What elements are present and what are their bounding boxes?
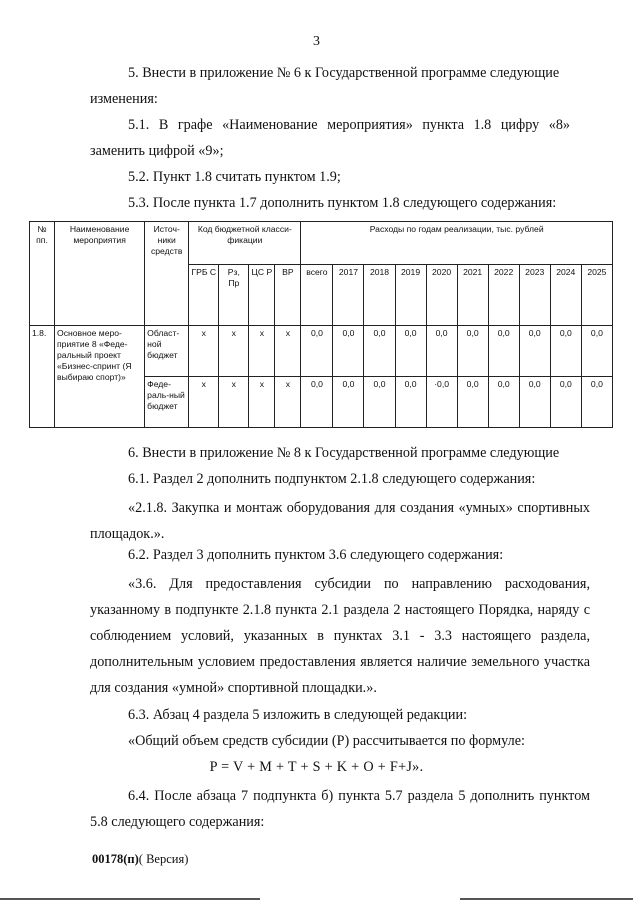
paragraph-5-line1: 5. Внести в приложение № 6 к Государственной программе следующие: [128, 65, 560, 81]
table-row: [30, 326, 613, 377]
header-year: 2024: [550, 265, 581, 326]
header-year: 2017: [333, 265, 364, 326]
code-cell: x: [189, 377, 219, 428]
page-number: 3: [313, 34, 320, 49]
paragraph-formula-intro: «Общий объем средств субсидии (Р) рассчитывается по формуле:: [128, 733, 525, 749]
value-cell: 0,0: [581, 326, 612, 377]
value-cell: 0,0: [457, 326, 488, 377]
header-rzpr: Рз, Пр: [219, 265, 249, 326]
header-csr: ЦС Р: [249, 265, 275, 326]
header-grbs: ГРБ С: [189, 265, 219, 326]
value-cell: 0,0: [301, 377, 333, 428]
paragraph-6-4: 6.4. После абзаца 7 подпункта б) пункта 5.7 раздела 5 дополнить пунктом 5.8 следующего содержания:: [90, 788, 590, 830]
value-cell: 0,0: [488, 377, 519, 428]
footer-code: 00178(п): [92, 852, 139, 866]
header-name: Наименование мероприятия: [55, 222, 145, 326]
value-cell: 0,0: [395, 326, 426, 377]
row-source: Област-ной бюджет: [145, 326, 189, 377]
paragraph-5-3: 5.3. После пункта 1.7 дополнить пунктом 1.8 следующего содержания:: [128, 195, 557, 211]
scan-edge-left: [0, 898, 260, 900]
value-cell: 0,0: [519, 326, 550, 377]
header-number: № пп.: [30, 222, 55, 326]
value-cell: 0,0: [333, 326, 364, 377]
paragraph-6: 6. Внести в приложение № 8 к Государственной программе следующие: [128, 445, 560, 461]
code-cell: x: [275, 377, 301, 428]
paragraph-5-line2: изменения:: [90, 91, 158, 107]
value-cell: 0,0: [301, 326, 333, 377]
code-cell: x: [275, 326, 301, 377]
table-header-row: [30, 222, 613, 265]
subsidy-formula: P = V + M + T + S + K + O + F+J».: [209, 759, 424, 775]
value-cell: 0,0: [364, 326, 395, 377]
paragraph-6-3: 6.3. Абзац 4 раздела 5 изложить в следующей редакции:: [128, 707, 468, 723]
footer-version: ( Версия): [138, 852, 189, 866]
value-cell: 0,0: [581, 377, 612, 428]
code-cell: x: [249, 326, 275, 377]
code-cell: x: [189, 326, 219, 377]
paragraph-5-2: 5.2. Пункт 1.8 считать пунктом 1.9;: [128, 169, 341, 185]
document-footer: [92, 852, 188, 867]
header-year: 2022: [488, 265, 519, 326]
header-budget-code: Код бюджетной класси-фикации: [189, 222, 301, 265]
code-cell: x: [219, 377, 249, 428]
header-vr: ВР: [275, 265, 301, 326]
row-measure-name: Основное меро-приятие 8 «Феде-ральный проект «Бизнес-спринт (Я выбираю спорт)»: [55, 326, 145, 428]
value-cell: 0,0: [550, 326, 581, 377]
paragraph-5-1-line1: 5.1. В графе «Наименование мероприятия» пункта 1.8 цифру «8»: [128, 117, 571, 133]
value-cell: 0,0: [488, 326, 519, 377]
budget-table: [29, 221, 613, 428]
header-source: Источ-ники средств: [145, 222, 189, 326]
scan-edge-right: [460, 898, 633, 900]
value-cell: 0,0: [550, 377, 581, 428]
paragraph-6-2: 6.2. Раздел 3 дополнить пунктом 3.6 следующего содержания:: [128, 547, 504, 563]
value-cell: 0,0: [519, 377, 550, 428]
header-year: 2023: [519, 265, 550, 326]
row-number: 1.8.: [30, 326, 55, 428]
paragraph-5-1-line2: заменить цифрой «9»;: [90, 143, 224, 159]
header-year: 2018: [364, 265, 395, 326]
header-year: 2019: [395, 265, 426, 326]
value-cell: 0,0: [395, 377, 426, 428]
value-cell: 0,0: [426, 326, 457, 377]
header-total: всего: [301, 265, 333, 326]
paragraph-2-1-8: «2.1.8. Закупка и монтаж оборудования для создания «умных» спортивных площадок.».: [90, 500, 590, 542]
header-year: 2020: [426, 265, 457, 326]
header-year: 2025: [581, 265, 612, 326]
value-cell: ·0,0: [426, 377, 457, 428]
header-expenses: Расходы по годам реализации, тыс. рублей: [301, 222, 613, 265]
header-year: 2021: [457, 265, 488, 326]
row-source: Феде-раль-ный бюджет: [145, 377, 189, 428]
code-cell: x: [249, 377, 275, 428]
value-cell: 0,0: [457, 377, 488, 428]
paragraph-6-1: 6.1. Раздел 2 дополнить подпунктом 2.1.8 следующего содержания:: [128, 471, 536, 487]
paragraph-3-6: «3.6. Для предоставления субсидии по направлению расходования, указанному в подпункте 2.1.8 пункта 2.1 раздела 2 настоящего Порядка, наряду с соблюдением условий, указанных в пунктах 3.1 - 3.3 настоящего раздела, дополнительным условием предоставления является наличие земельного участка для создания «умной» спортивной площадки.».: [90, 576, 590, 696]
code-cell: x: [219, 326, 249, 377]
value-cell: 0,0: [364, 377, 395, 428]
value-cell: 0,0: [333, 377, 364, 428]
